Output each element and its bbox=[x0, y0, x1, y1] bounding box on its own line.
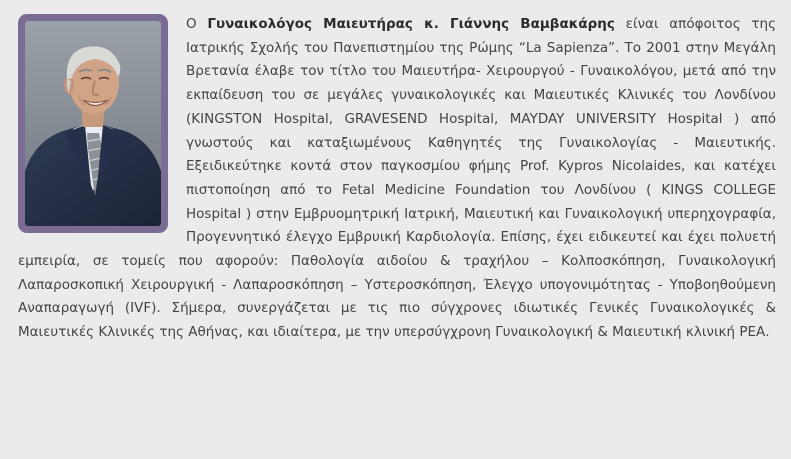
bio-text: είναι απόφοιτος της Ιατρικής Σχολής του Πανεπιστημίου της Ρώμης “La Sapienza”. Το 2001 στην Μεγάλη Βρετανία έλαβε τον τίτλο του Μαιευτήρα- Χειρουργού - Γυναικολόγου, μετά από την εκπαίδευση του σε μεγάλες γυναικολογικές και Μαιευτικές Κλινικές του Λονδίνου (KINGSTON Hospital, GRAVESEND Hospital, MAYDAY UNIVERSITY Hospital ) από γνωστούς και καταξιωμένους Καθηγητές της Γυναικολογίας - Μαιευτικής. Εξειδικεύτηκε κοντά στον παγκοσμίου φήμης Prof. Kypros Nicolaides, και κατέχει πιστοποίηση από το Fetal Medicine Foundation του Λονδίνου ( KINGS COLLEGE Hospital ) στην Εμβρυομητρική Ιατρική, Μαιευτική και Γυναικολογική υπερηχογραφία, Προγεννητικό έλεγχο Εμβρυική Καρδιολογία. Επίσης, έχει ειδικευτεί και έχει πολυετή εμπειρία, σε τομείς που αφορούν: Παθολογία αιδοίου & τραχήλου – Κολποσκόπηση, Γυναικολογική Λαπαροσκοπική Χειρουργική - Λαπαροσκόπηση – Υστεροσκόπηση, Έλεγχο υπογονιμότητας - Υποβοηθούμενη Αναπαραγωγή (IVF). Σήμερα, συνεργάζεται με τις πιο σύγχρονες ιδιωτικές Γενικές Γυναικολογικές & Μαιευτικές Κλινικές της Αθήνας, και ιδιαίτερα, με την υπερσύγχρονη Γυναικολογική & Μαιευτική κλινική ΡΕΑ. bbox=[18, 16, 776, 341]
bio-prefix: Ο bbox=[186, 16, 208, 32]
doctor-bio bbox=[18, 13, 776, 345]
photo-frame bbox=[18, 14, 168, 233]
doctor-portrait bbox=[25, 21, 161, 226]
doctor-title: Γυναικολόγος Μαιευτήρας κ. Γιάννης Βαμβακάρης bbox=[207, 16, 615, 32]
